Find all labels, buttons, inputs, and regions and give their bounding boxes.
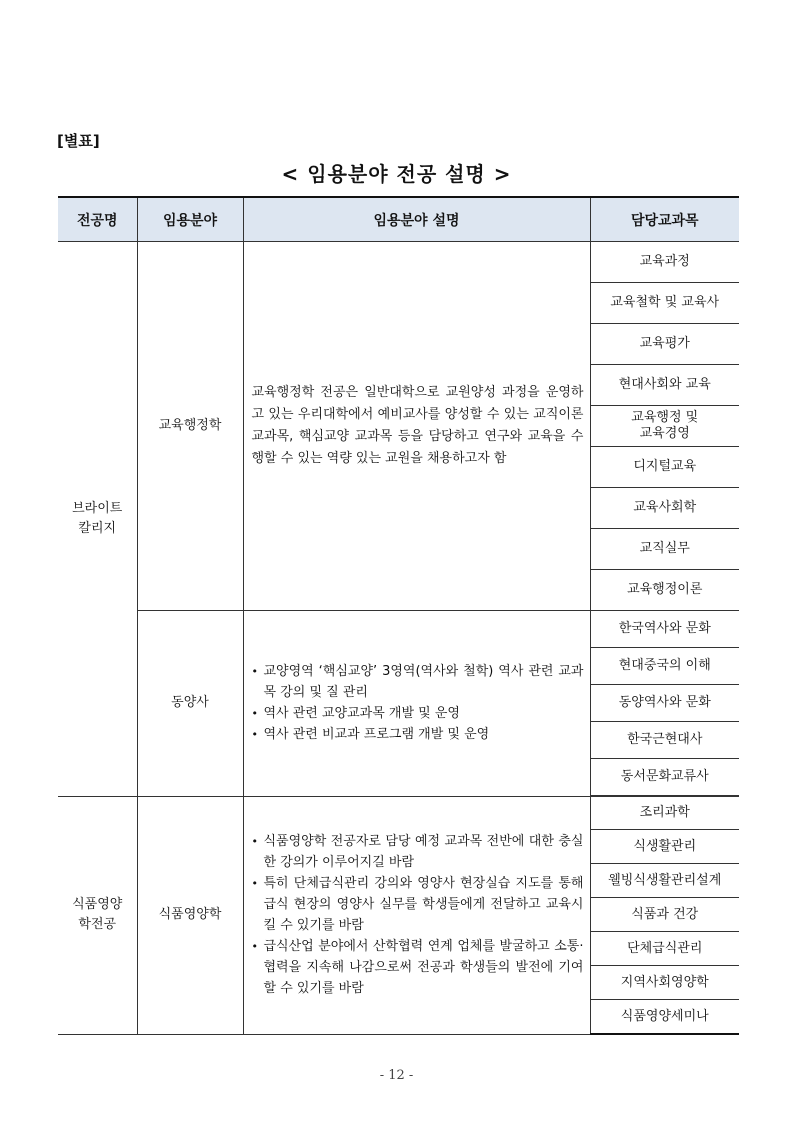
subject-cell: 식품영양세미나 bbox=[590, 1000, 739, 1035]
table-row bbox=[58, 611, 739, 648]
recruitment-field-table bbox=[58, 196, 739, 1035]
subject-cell: 조리과학 bbox=[590, 796, 739, 830]
header-major: 전공명 bbox=[58, 197, 137, 242]
major-cell bbox=[58, 796, 137, 1034]
header-field: 임용분야 bbox=[137, 197, 243, 242]
subject-cell: 단체급식관리 bbox=[590, 932, 739, 966]
subject-cell: 교직실무 bbox=[590, 529, 739, 570]
subject-cell: 지역사회영양학 bbox=[590, 966, 739, 1000]
table-header-row bbox=[58, 197, 739, 242]
description-bullet: • 식품영양학 전공자로 담당 예정 교과목 전반에 대한 충실한 강의가 이루어지길 바람 bbox=[252, 831, 584, 873]
major-cell bbox=[58, 242, 137, 797]
field-description bbox=[243, 611, 590, 797]
subject-cell: 한국근현대사 bbox=[590, 722, 739, 759]
major-name: 식품영양 학전공 bbox=[72, 897, 123, 932]
subject-cell: 교육철학 및 교육사 bbox=[590, 283, 739, 324]
subject-cell: 웰빙식생활관리설계 bbox=[590, 864, 739, 898]
description-bullets bbox=[252, 831, 584, 999]
description-bullet: • 역사 관련 비교과 프로그램 개발 및 운영 bbox=[252, 724, 584, 745]
field-cell: 교육행정학 bbox=[137, 242, 243, 611]
subject-cell: 교육과정 bbox=[590, 242, 739, 283]
field-description bbox=[243, 796, 590, 1034]
table-row bbox=[58, 242, 739, 283]
page-title: < 임용분야 전공 설명 > bbox=[281, 162, 512, 186]
subject-cell: 식생활관리 bbox=[590, 830, 739, 864]
field-cell: 식품영양학 bbox=[137, 796, 243, 1034]
annex-label: [별표] bbox=[57, 132, 100, 150]
subject-cell: 동양역사와 문화 bbox=[590, 685, 739, 722]
subject-cell: 현대사회와 교육 bbox=[590, 365, 739, 406]
subject-cell: 교육사회학 bbox=[590, 488, 739, 529]
header-description: 임용분야 설명 bbox=[243, 197, 590, 242]
subject-cell: 교육행정이론 bbox=[590, 570, 739, 611]
major-name: 브라이트 칼리지 bbox=[72, 500, 123, 536]
description-bullets bbox=[252, 661, 584, 745]
page-number: - 12 - bbox=[379, 1068, 414, 1083]
field-description: 교육행정학 전공은 일반대학으로 교원양성 과정을 운영하고 있는 우리대학에서 예비교사를 양성할 수 있는 교직이론 교과목, 핵심교양 교과목 등을 담당하고 연구와 교육을 수행할 수 있는 역량 있는 교원을 채용하고자 함 bbox=[243, 242, 590, 611]
header-subjects: 담당교과목 bbox=[590, 197, 739, 242]
description-bullet: • 특히 단체급식관리 강의와 영양사 현장실습 지도를 통해 급식 현장의 영양사 실무를 학생들에게 전달하고 교육시킬 수 있기를 바람 bbox=[252, 873, 584, 936]
table-row bbox=[58, 796, 739, 830]
subject-cell: 한국역사와 문화 bbox=[590, 611, 739, 648]
subject-cell: 현대중국의 이해 bbox=[590, 648, 739, 685]
description-bullet: • 교양영역 ‘핵심교양’ 3영역(역사와 철학) 역사 관련 교과목 강의 및 질 관리 bbox=[252, 661, 584, 703]
subject-cell: 식품과 건강 bbox=[590, 898, 739, 932]
subject-cell: 디지털교육 bbox=[590, 447, 739, 488]
description-bullet: • 급식산업 분야에서 산학협력 연계 업체를 발굴하고 소통·협력을 지속해 나감으로써 전공과 학생들의 발전에 기여할 수 있기를 바람 bbox=[252, 936, 584, 999]
subject-cell: 교육평가 bbox=[590, 324, 739, 365]
subject-cell: 교육행정 및 교육경영 bbox=[590, 406, 739, 447]
field-cell: 동양사 bbox=[137, 611, 243, 797]
subject-cell: 동서문화교류사 bbox=[590, 759, 739, 797]
description-bullet: • 역사 관련 교양교과목 개발 및 운영 bbox=[252, 703, 584, 724]
